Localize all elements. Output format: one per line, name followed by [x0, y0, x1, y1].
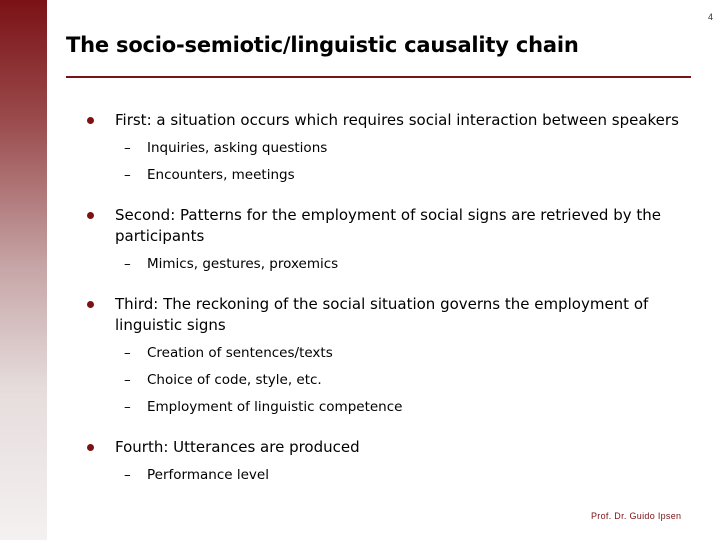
- bullet-item: [83, 110, 683, 131]
- sub-item: [83, 398, 683, 417]
- sub-item-text: Employment of linguistic competence: [147, 399, 403, 415]
- dash-icon: –: [124, 345, 131, 361]
- sub-item-text: Mimics, gestures, proxemics: [147, 256, 339, 272]
- sub-item-text: Creation of sentences/texts: [147, 345, 333, 361]
- sub-item-text: Encounters, meetings: [147, 167, 295, 183]
- title-divider: [66, 76, 691, 78]
- bullet-dot-icon: [87, 301, 94, 308]
- bullet-item: [83, 294, 683, 336]
- slide-content: [83, 110, 683, 485]
- dash-icon: –: [124, 467, 131, 483]
- dash-icon: –: [124, 167, 131, 183]
- slide-title: The socio-semiotic/linguistic causality chain: [66, 33, 579, 57]
- sub-list: [83, 344, 683, 417]
- sub-item: [83, 166, 683, 185]
- bullet-dot-icon: [87, 444, 94, 451]
- bullet-text: Third: The reckoning of the social situation governs the employment of linguistic signs: [115, 295, 649, 334]
- decorative-sidebar: [0, 0, 47, 540]
- sub-list: [83, 255, 683, 274]
- sub-list: [83, 139, 683, 185]
- bullet-text: First: a situation occurs which requires social interaction between speakers: [115, 111, 679, 129]
- bullet-item: [83, 437, 683, 458]
- footer-author: Prof. Dr. Guido Ipsen: [591, 511, 682, 521]
- sub-item-text: Choice of code, style, etc.: [147, 372, 322, 388]
- page-number: 4: [707, 12, 713, 22]
- sub-list: [83, 466, 683, 485]
- sub-item: [83, 139, 683, 158]
- bullet-dot-icon: [87, 117, 94, 124]
- sub-item: [83, 371, 683, 390]
- sub-item: [83, 255, 683, 274]
- sub-item-text: Inquiries, asking questions: [147, 140, 328, 156]
- bullet-dot-icon: [87, 212, 94, 219]
- sub-item-text: Performance level: [147, 467, 269, 483]
- sub-item: [83, 344, 683, 363]
- bullet-item: [83, 205, 683, 247]
- dash-icon: –: [124, 399, 131, 415]
- sub-item: [83, 466, 683, 485]
- bullet-text: Second: Patterns for the employment of social signs are retrieved by the participants: [115, 206, 661, 245]
- dash-icon: –: [124, 372, 131, 388]
- dash-icon: –: [124, 140, 131, 156]
- bullet-text: Fourth: Utterances are produced: [115, 438, 360, 456]
- dash-icon: –: [124, 256, 131, 272]
